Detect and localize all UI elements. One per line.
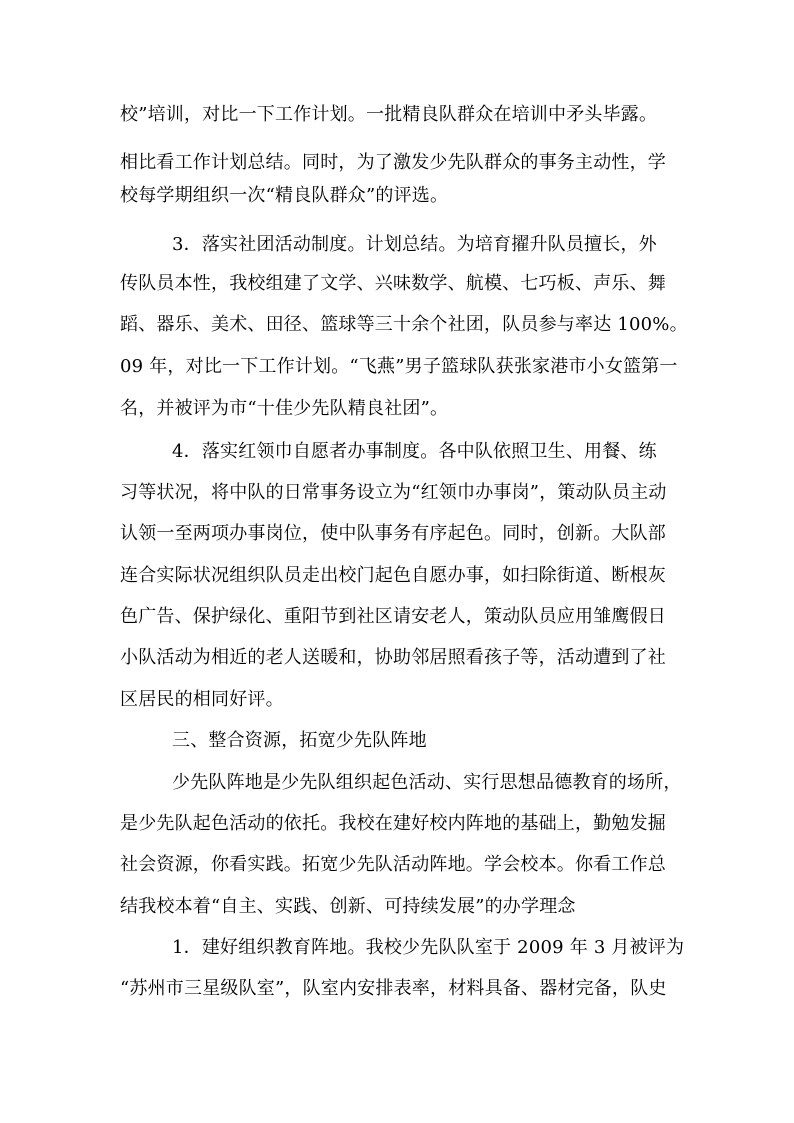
- text-line: 认领一至两项办事岗位，使中队事务有序起色。同时，创新。大队部: [120, 523, 666, 544]
- text-line: 习等状况，将中队的日常事务设立为“红领巾办事岗”，策动队员主动: [120, 482, 667, 503]
- text-line: 3．落实社团活动制度。计划总结。为培育擢升队员擅长，外: [172, 234, 657, 255]
- text-line: 蹈、器乐、美术、田径、篮球等三十余个社团，队员参与率达 100%。: [120, 314, 688, 335]
- text-line: 名，并被评为市“十佳少先队精良社团”。: [120, 398, 449, 419]
- text-line: 少先队阵地是少先队组织起色活动、实行思想品德教育的场所，: [172, 772, 682, 793]
- section-heading: 三、整合资源，拓宽少先队阵地: [172, 730, 427, 751]
- text-line: “苏州市三星级队室”，队室内安排表率，材料具备、器材完备，队史: [120, 978, 667, 999]
- text-line: 色广告、保护绿化、重阳节到社区请安老人，策动队员应用雏鹰假日: [120, 606, 666, 627]
- text-line: 连合实际状况组织队员走出校门起色自愿办事，如扫除街道、断根灰: [120, 565, 666, 586]
- text-line: 校每学期组织一次“精良队群众”的评选。: [120, 185, 449, 206]
- text-line: 09 年，对比一下工作计划。“飞燕”男子篮球队获张家港市小女篮第一: [120, 356, 678, 377]
- text-line: 小队活动为相近的老人送暖和，协助邻居照看孩子等，活动遭到了社: [120, 647, 666, 668]
- text-line: 校”培训，对比一下工作计划。一批精良队群众在培训中矛头毕露。: [120, 104, 658, 125]
- text-line: 结我校本着“自主、实践、创新、可持续发展”的办学理念: [120, 896, 576, 917]
- text-line: 区居民的相同好评。: [120, 689, 284, 710]
- text-line: 社会资源，你看实践。拓宽少先队活动阵地。学会校本。你看工作总: [120, 854, 666, 875]
- text-line: 是少先队起色活动的依托。我校在建好校内阵地的基础上，勤勉发掘: [120, 813, 666, 834]
- text-line: 传队员本性，我校组建了文学、兴味数学、航模、七巧板、声乐、舞: [120, 273, 666, 294]
- text-line: 4．落实红领巾自愿者办事制度。各中队依照卫生、用餐、练: [172, 441, 657, 462]
- text-line: 相比看工作计划总结。同时，为了激发少先队群众的事务主动性，学: [120, 152, 666, 173]
- text-line: 1．建好组织教育阵地。我校少先队队室于 2009 年 3 月被评为: [172, 937, 685, 958]
